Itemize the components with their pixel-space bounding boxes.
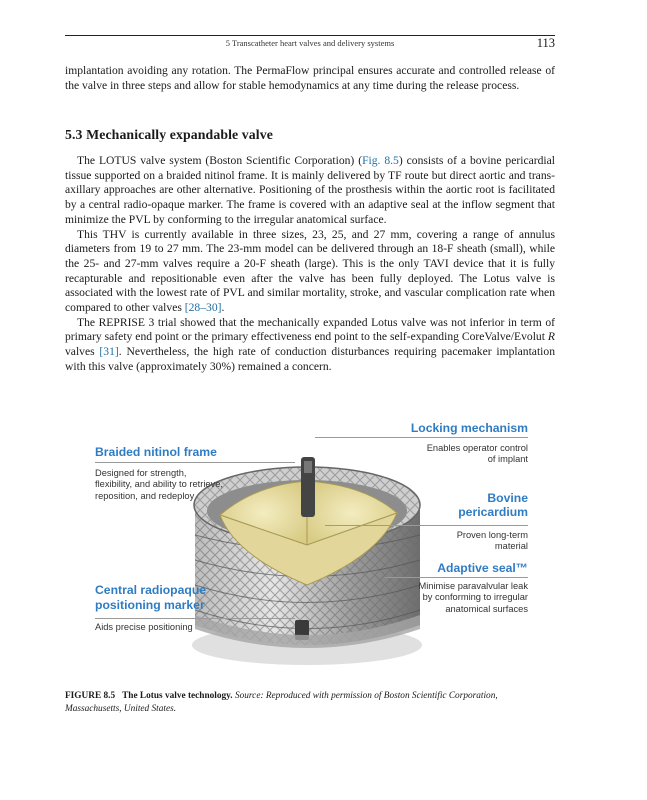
braided-underline [95, 462, 295, 463]
figure-reference-link[interactable]: Fig. 8.5 [362, 154, 399, 167]
label-locking-title: Locking mechanism [410, 421, 528, 435]
intro-paragraph [65, 64, 555, 93]
intro-paragraph-text: implantation avoiding any rotation. The PermaFlow principal ensures accurate and controlled release of the valve in three steps and allow for stable hemodynamics at any time during the release process. [65, 64, 555, 92]
bovine-underline [325, 525, 528, 526]
section-body [65, 154, 555, 375]
section-heading: 5.3 Mechanically expandable valve [65, 127, 273, 142]
citation-link-31[interactable]: [31] [99, 345, 119, 359]
paragraph-1 [65, 154, 555, 228]
label-locking-desc: Enables operator control of implant [426, 443, 528, 465]
paragraph-2-end: . [221, 301, 225, 315]
paragraph-2-text: This THV is currently available in three sizes, 23, 25, and 27 mm, covering a range of annulus diameters from 19 to 27 mm. The 23-mm model can be delivered through an 18-F sheath (small), while the 25- and 27-mm valves require a 20-F sheath (large). This is the only TAVI device that it is fully recapturable and repositionable even after the valve has been fully deployed. The Lotus valve is associated with the lowest rate of PVL and similar mortality, stroke, and vascular complication rate when compared to other valves [65, 227, 555, 315]
caption-label: FIGURE 8.5 [65, 691, 116, 701]
label-marker-title: Central radiopaque positioning marker [95, 583, 207, 612]
paragraph-3-italic-r: R [547, 330, 555, 344]
paragraph-3-text-a: The REPRISE 3 trial showed that the mechanically expanded Lotus valve was not inferior in term of primary safety end point or the primary effectiveness end point to the self-expanding CoreValve/Evolut [65, 315, 555, 344]
paragraph-1-text-b: ) consists of a bovine pericardial tissue supported on a braided nitinol frame. It is mainly delivered by TF route but direct aortic and trans-axillary approaches are other alternative. Positioning of the prosthesis within the aortic root is facilitated by a central radio-opaque marker. The frame is covered with an adaptive seal at the inflow segment that minimize the PVL by conforming to the irregular anatomical surface. [65, 154, 555, 226]
figure-caption [65, 690, 555, 716]
label-bovine-title: Bovine pericardium [458, 491, 528, 519]
citation-link-28-30[interactable]: [28–30] [184, 301, 222, 315]
locking-underline [315, 437, 528, 438]
seal-underline [385, 577, 528, 578]
page-number: 113 [536, 36, 555, 50]
marker-underline [95, 618, 295, 619]
figure-lotus-valve [85, 415, 540, 685]
label-seal-desc: Minimise paravalvular leak by conforming to irregular anatomical surfaces [418, 581, 528, 614]
caption-source: Source: Reproduced with permission of Boston Scientific Corporation, Massachusetts, United States. [65, 691, 498, 714]
label-braided-desc: Designed for strength, flexibility, and ability to retrieve, reposition, and redeploy [95, 468, 223, 501]
paragraph-2 [65, 228, 555, 316]
paragraph-3 [65, 316, 555, 375]
paragraph-3-text-b: valves [65, 345, 100, 359]
label-braided-title: Braided nitinol frame [95, 445, 217, 459]
caption-title: The Lotus valve technology. [122, 691, 233, 701]
header-rule [65, 35, 555, 36]
label-bovine-desc: Proven long-term material [456, 530, 528, 552]
running-head: 5 Transcatheter heart valves and delivery systems [225, 38, 395, 48]
label-seal-title: Adaptive seal™ [437, 561, 528, 575]
paragraph-3-text-c: . Nevertheless, the high rate of conduction disturbances requiring pacemaker implantation with this valve (approximately 30%) remained a concern. [65, 345, 555, 373]
label-marker-desc: Aids precise positioning [95, 622, 193, 632]
paragraph-1-text-a: The LOTUS valve system (Boston Scientific Corporation) ( [77, 154, 363, 167]
